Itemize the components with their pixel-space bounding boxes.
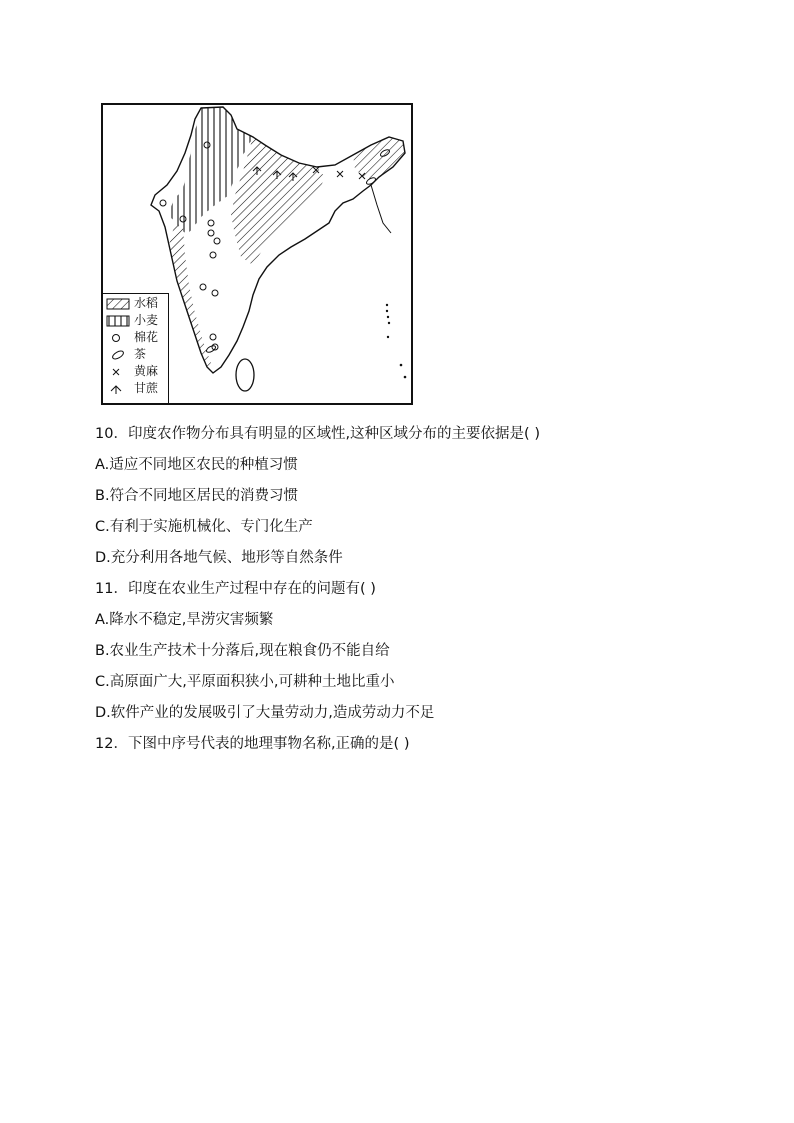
rice-region-northeast — [353, 137, 405, 179]
legend-item-tea — [106, 347, 146, 362]
question-10-stem: 10．印度农作物分布具有明显的区域性,这种区域分布的主要依据是( ) — [95, 426, 540, 442]
legend-item-jute — [106, 364, 158, 379]
andaman-islands — [386, 304, 407, 379]
diagonal-hatch-swatch — [106, 298, 132, 310]
question-12-stem: 12．下图中序号代表的地理事物名称,正确的是( ) — [95, 736, 410, 752]
question-10-option-c: C.有利于实施机械化、专门化生产 — [95, 519, 313, 535]
legend-label: 水稻 — [134, 296, 159, 310]
legend-item-sugarcane — [106, 381, 158, 396]
tea-leaf-icon — [106, 349, 132, 361]
legend-label: 茶 — [134, 347, 147, 361]
legend-item-rice — [106, 296, 158, 311]
legend-item-cotton — [106, 330, 158, 345]
question-11-option-a: A.降水不稳定,旱涝灾害频繁 — [95, 612, 274, 628]
legend-label: 小麦 — [134, 313, 159, 327]
map-legend — [103, 293, 169, 403]
legend-label: 黄麻 — [134, 364, 159, 378]
legend-label: 棉花 — [134, 330, 159, 344]
jute-icon — [106, 366, 132, 378]
india-outline — [151, 107, 405, 373]
sri-lanka — [236, 359, 254, 391]
question-11-option-d: D.软件产业的发展吸引了大量劳动力,造成劳动力不足 — [95, 705, 435, 721]
india-crop-map — [101, 103, 413, 405]
question-11-option-c: C.高原面广大,平原面积狭小,可耕种土地比重小 — [95, 674, 395, 690]
question-10-option-d: D.充分利用各地气候、地形等自然条件 — [95, 550, 343, 566]
cotton-icon — [106, 332, 132, 344]
question-10-option-a: A.适应不同地区农民的种植习惯 — [95, 457, 298, 473]
question-11-option-b: B.农业生产技术十分落后,现在粮食仍不能自给 — [95, 643, 390, 659]
legend-label: 甘蔗 — [134, 381, 159, 395]
question-11-stem: 11．印度在农业生产过程中存在的问题有( ) — [95, 581, 376, 597]
coast-east — [371, 185, 391, 233]
legend-item-wheat — [106, 313, 158, 328]
question-10-option-b: B.符合不同地区居民的消费习惯 — [95, 488, 299, 504]
sugarcane-icon — [106, 383, 132, 395]
vertical-hatch-swatch — [106, 315, 132, 327]
